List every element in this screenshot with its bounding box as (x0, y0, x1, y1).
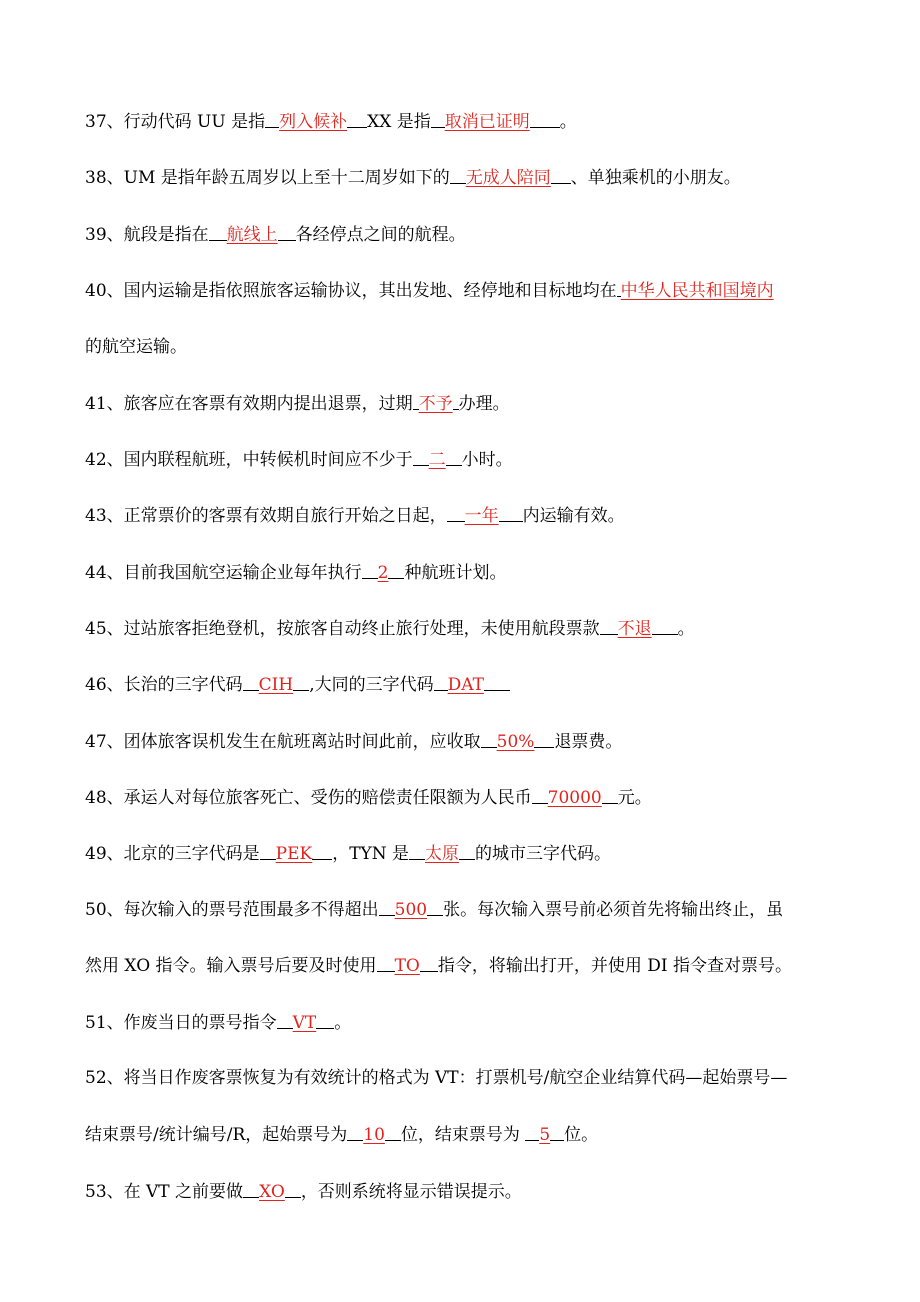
question-text: 47、团体旅客误机发生在航班离站时间此前，应收取 (85, 732, 481, 752)
question-text: 然用 XO 指令。输入票号后要及时使用 (85, 956, 377, 976)
answer-blank: 二 (428, 450, 446, 470)
answer-blank: 列入候补 (279, 112, 348, 132)
question-text: 45、过站旅客拒绝登机，按旅客自动终止旅行处理，未使用航段票款 (85, 619, 600, 639)
question-text: 52、将当日作废客票恢复为有效统计的格式为 VT：打票机号/航空企业结算代码—起始票号— (85, 1068, 788, 1088)
question-text: 。 (559, 112, 577, 132)
question-40 (85, 278, 845, 303)
question-43 (85, 503, 845, 528)
question-text: 小时。 (461, 450, 513, 470)
question-text: 。 (677, 619, 695, 639)
question-text: 44、目前我国航空运输企业每年执行 (85, 563, 362, 583)
question-text: 的航空运输。 (85, 337, 187, 357)
question-text: 结束票号/统计编号/R，起始票号为 (85, 1125, 348, 1145)
question-text: ，TYN 是 (332, 844, 410, 864)
question-text: ，否则系统将显示错误提示。 (300, 1182, 522, 1202)
question-39 (85, 222, 845, 247)
question-text: 各经停点之间的航程。 (295, 225, 466, 245)
answer-blank: DAT (447, 675, 484, 695)
answer-blank: 无成人陪同 (465, 168, 551, 188)
answer-blank: CIH (258, 675, 294, 695)
question-49 (85, 841, 845, 866)
question-text: 40、国内运输是指依照旅客运输协议，其出发地、经停地和目标地均在 (85, 281, 617, 301)
question-46 (85, 672, 845, 697)
question-text: 37、行动代码 UU 是指 (85, 112, 266, 132)
question-text: 退票费。 (554, 732, 623, 752)
question-48 (85, 785, 845, 810)
answer-blank: 一年 (464, 506, 499, 526)
question-text: 50、每次输入的票号范围最多不得超出 (85, 900, 379, 920)
question-47 (85, 729, 845, 754)
answer-blank: 500 (394, 900, 428, 920)
question-37 (85, 109, 845, 134)
answer-blank: XO (259, 1182, 285, 1202)
answer-blank: VT (292, 1013, 317, 1033)
question-text: 指令，将输出打开，并使用 DI 指令查对票号。 (437, 956, 792, 976)
question-text: 、单独乘机的小朋友。 (570, 168, 741, 188)
question-52 (85, 1066, 845, 1090)
answer-blank: TO (394, 956, 420, 976)
question-text: 元。 (617, 788, 652, 808)
answer-blank: 中华人民共和国境内 (620, 281, 774, 301)
question-text: 51、作废当日的票号指令 (85, 1013, 277, 1033)
question-text: 48、承运人对每位旅客死亡、受伤的赔偿责任限额为人民币 (85, 788, 532, 808)
question-text: XX 是指 (367, 112, 431, 132)
answer-blank: 不予 (418, 394, 453, 414)
answer-blank: PEK (275, 844, 313, 864)
answer-blank: 取消已证明 (444, 112, 530, 132)
question-51 (85, 1010, 845, 1035)
question-text: 。 (334, 1013, 352, 1033)
question-text: 46、长治的三字代码 (85, 675, 243, 695)
question-text: 办理。 (458, 394, 510, 414)
answer-blank: 不退 (617, 619, 652, 639)
question-text: 43、正常票价的客票有效期自旅行开始之日起， (85, 506, 447, 526)
answer-blank: 70000 (547, 788, 602, 808)
question-text: 位。 (564, 1125, 599, 1145)
answer-blank: 5 (539, 1125, 551, 1145)
question-45 (85, 616, 845, 641)
question-40-continued (85, 335, 845, 359)
answer-blank: 太原 (425, 844, 460, 864)
question-41 (85, 391, 845, 416)
question-52-continued (85, 1122, 845, 1147)
question-text: 42、国内联程航班，中转候机时间应不少于 (85, 450, 413, 470)
question-text: 41、旅客应在客票有效期内提出退票，过期 (85, 394, 413, 414)
question-50 (85, 897, 845, 922)
question-50-continued (85, 953, 845, 978)
question-text: 38、UM 是指年龄五周岁以上至十二周岁如下的 (85, 168, 450, 188)
question-44 (85, 560, 845, 585)
question-text: 张。每次输入票号前必须首先将输出终止，虽 (443, 900, 784, 920)
question-text: 种航班计划。 (404, 563, 507, 583)
answer-blank: 50% (496, 732, 535, 752)
answer-blank: 2 (377, 563, 389, 583)
question-53 (85, 1179, 845, 1204)
answer-blank: 10 (363, 1125, 385, 1145)
question-text: ,大同的三字代码 (309, 675, 434, 695)
question-text: 49、北京的三字代码是 (85, 844, 260, 864)
question-text: 39、航段是指在 (85, 225, 209, 245)
question-42 (85, 447, 845, 472)
question-text: 的城市三字代码。 (475, 844, 612, 864)
question-text: 内运输有效。 (522, 506, 625, 526)
question-38 (85, 165, 845, 190)
question-text: 53、在 VT 之前要做 (85, 1182, 244, 1202)
question-text: 位，结束票号为 (400, 1125, 526, 1145)
answer-blank: 航线上 (226, 225, 278, 245)
